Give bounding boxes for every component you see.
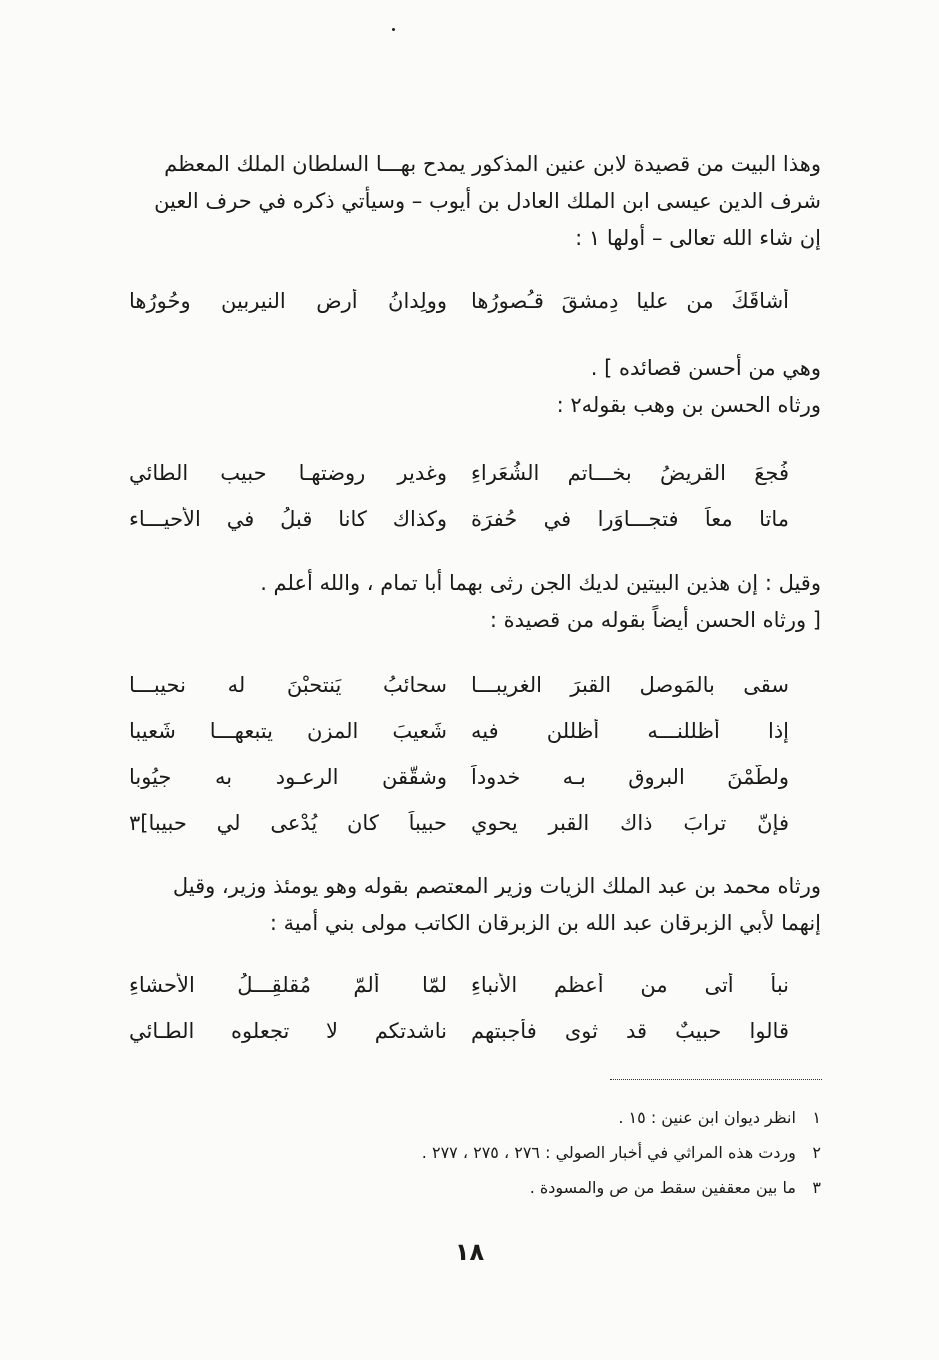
- verse-row: [129, 662, 789, 708]
- footnote: [301, 1135, 821, 1170]
- verse-second-hemistich: وكذاك كانا قبلُ في الأحيـــاء: [129, 507, 447, 531]
- footnote-text: ما بين معقفين سقط من ص والمسودة .: [529, 1178, 796, 1198]
- verse-first-hemistich: ولطّمْنَ البروق بـه خدوداً: [471, 765, 789, 789]
- prose-line: وهي من أحسن قصائده ] .: [590, 356, 821, 380]
- prose-line: ورثاه محمد بن عبد الملك الزيات وزير المعتصم بقوله وهو يومئذ وزير، وقيل: [172, 874, 821, 898]
- intro-line: إن شاء الله تعالى – أولها ١ :: [575, 225, 821, 250]
- intro-line: شرف الدين عيسى ابن الملك العادل بن أيوب – وسيأتي ذكره في حرف العين: [154, 188, 821, 213]
- footnote: [301, 1170, 821, 1205]
- verse-first-hemistich: نبأ أتى من أعظمِ الأنباءِ: [471, 973, 789, 997]
- verse-second-hemistich: سحائبُ يَنتحبْنَ له نحيبـــا: [129, 673, 447, 697]
- verse-first-hemistich: ماتا معاً فتجـــاوَرا في حُفرَة: [471, 507, 789, 531]
- verse-row: [129, 278, 789, 324]
- footnotes: [301, 1100, 821, 1206]
- verse-first-hemistich: قالوا حبيبٌ قد ثوى فأجبتهم: [471, 1019, 789, 1043]
- footnote-number: ٣: [812, 1178, 821, 1198]
- verse-row: [129, 800, 789, 846]
- verse-second-hemistich: وشقّقن الرعـود به جيُوبا: [129, 765, 447, 789]
- verse-second-hemistich: لمّا ألمّ مُقلقِـــلُ الأحشاءِ: [129, 973, 447, 997]
- verse-row: [129, 496, 789, 542]
- verse-block-4: [129, 962, 789, 1054]
- footnote-text: وردت هذه المراثي في أخبار الصولي : ٢٧٦ ، ٢٧٥ ، ٢٧٧ .: [421, 1143, 796, 1163]
- verse-first-hemistich: فُجعَ القريضُ بخـــاتم الشُعَراءِ: [471, 461, 789, 485]
- verse-row: [129, 962, 789, 1008]
- page-number: ١٨: [454, 1238, 485, 1266]
- page-mark: [392, 28, 395, 31]
- verse-block-1: [129, 278, 789, 324]
- verse-block-3: [129, 662, 789, 846]
- mid-paragraph-3: [126, 868, 821, 942]
- verse-row: [129, 708, 789, 754]
- verse-second-hemistich: شَعيبَ المزنِ يتبعهـــا شَعيبا: [129, 719, 447, 743]
- footnote: [301, 1100, 821, 1135]
- prose-line: ورثاه الحسن بن وهب بقوله٢ :: [556, 392, 821, 417]
- mid-paragraph-1: [126, 350, 821, 424]
- footnote-divider: [610, 1079, 822, 1080]
- verse-second-hemistich: وولِدانُ أرض النيربين وحُورُها: [129, 289, 447, 313]
- intro-paragraph: [126, 146, 821, 256]
- verse-second-hemistich: ناشدتكم لا تجعلوه الطـائي: [129, 1019, 447, 1043]
- prose-line: وقيل : إن هذين البيتين لديك الجن رثى بهما أبا تمام ، والله أعلم .: [260, 571, 821, 595]
- verse-second-hemistich: وغدير روضتهـا حبيب الطائي: [129, 461, 447, 485]
- verse-row: [129, 1008, 789, 1054]
- verse-first-hemistich: إذا أظللنـــه أظللن فيه: [471, 719, 789, 743]
- prose-line: [ ورثاه الحسن أيضاً بقوله من قصيدة :: [489, 607, 821, 632]
- verse-row: [129, 450, 789, 496]
- verse-first-hemistich: سقى بالمَوصلِ القبرَ الغريبـــا: [471, 673, 789, 697]
- mid-paragraph-2: [126, 565, 821, 639]
- footnote-text: انظر ديوان ابن عنين : ١٥ .: [618, 1108, 796, 1127]
- verse-first-hemistich: فإنّ ترابَ ذاك القبر يحوي: [471, 811, 789, 835]
- footnote-number: ٢: [812, 1143, 821, 1163]
- verse-second-hemistich: حبيباً كان يُدْعى لي حبيبا]٣: [129, 811, 447, 835]
- verse-first-hemistich: أشاقَكَ من عليا دِمشقَ قـُصورُها: [471, 289, 789, 313]
- footnote-number: ١: [812, 1108, 821, 1127]
- verse-row: [129, 754, 789, 800]
- intro-line: وهذا البيت من قصيدة لابن عنين المذكور يمدح بهـــا السلطان الملك المعظم: [164, 152, 821, 176]
- prose-line: إنهما لأبي الزبرقان عبد الله بن الزبرقان الكاتب مولى بني أمية :: [269, 910, 821, 935]
- verse-block-2: [129, 450, 789, 542]
